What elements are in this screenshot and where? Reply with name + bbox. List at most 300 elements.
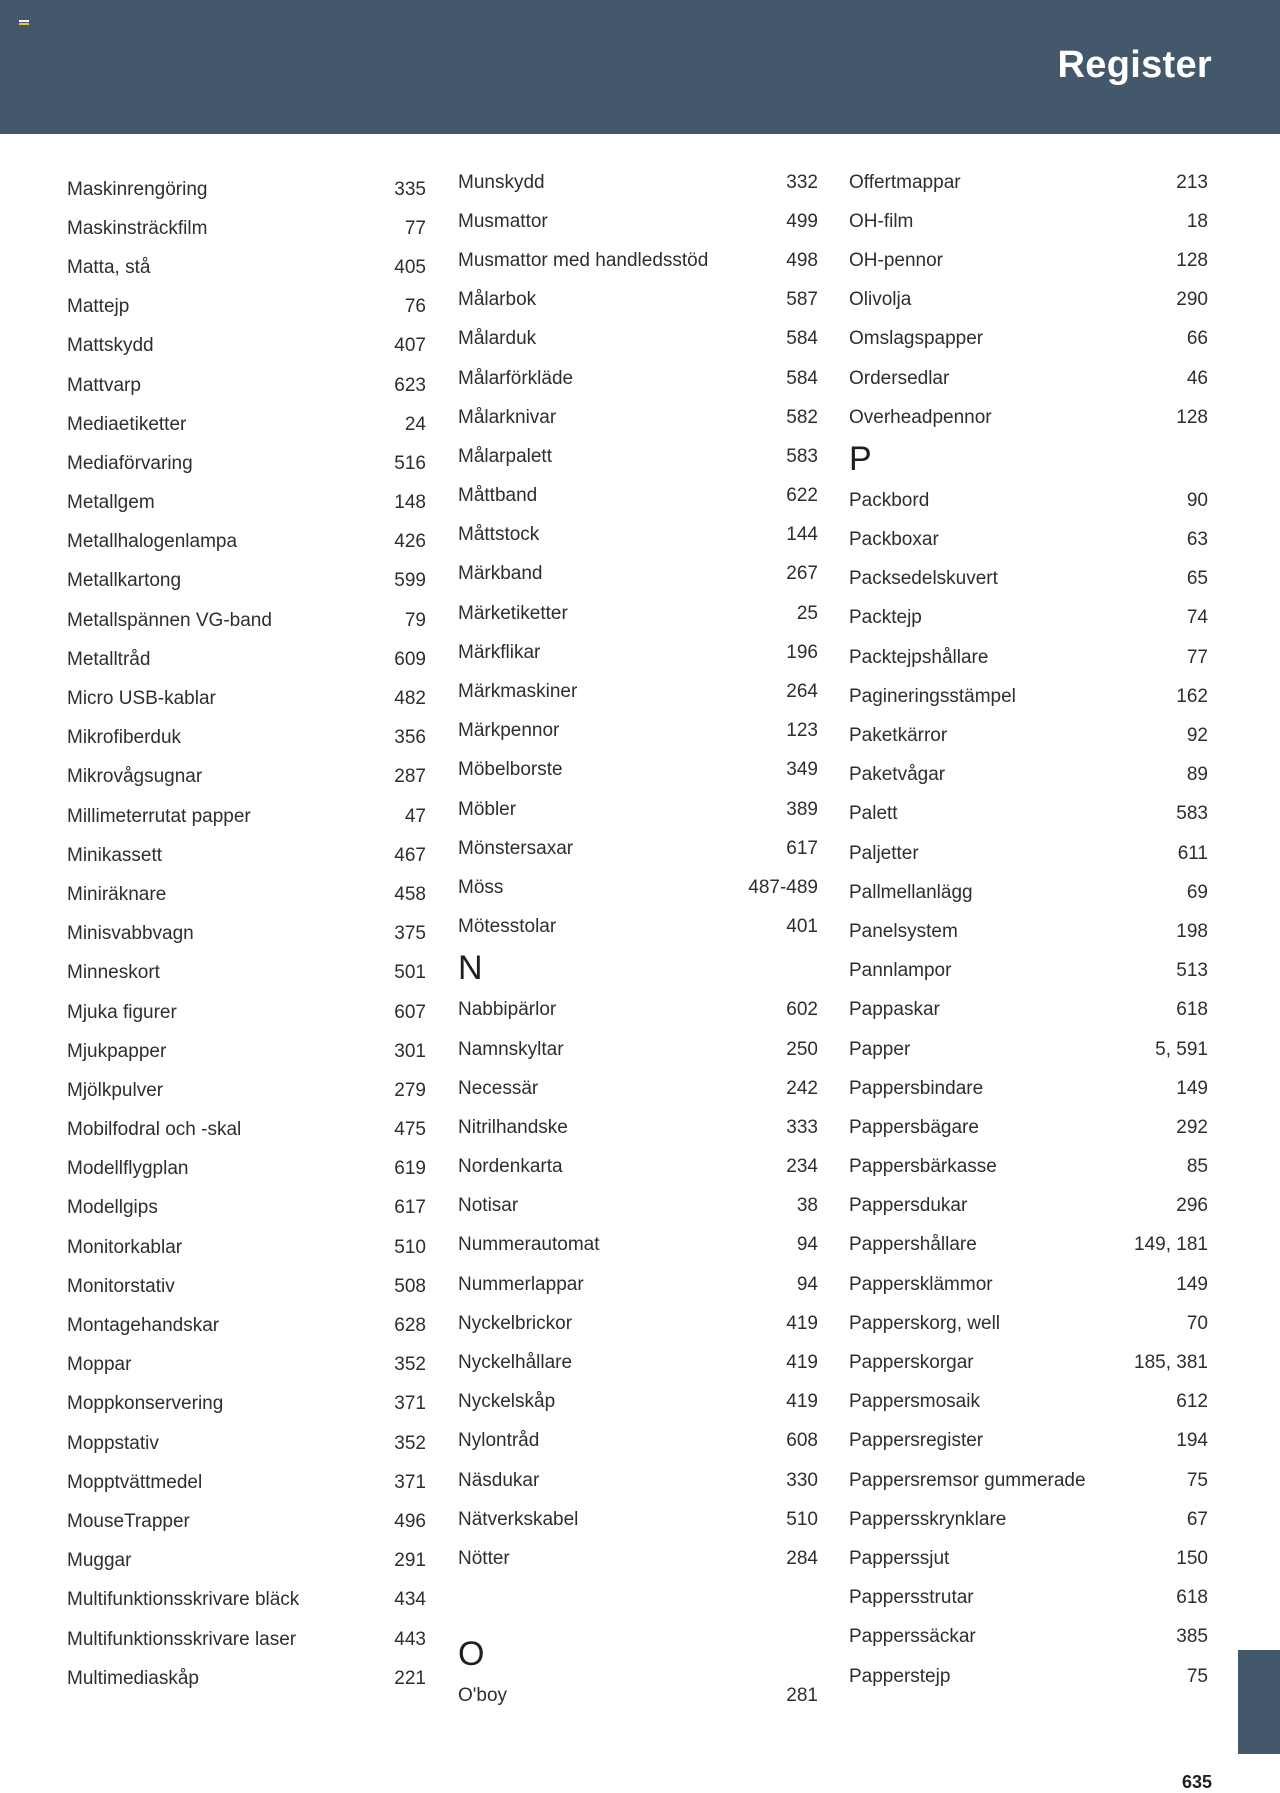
entry-page: 94 (796, 1234, 818, 1256)
index-entry (67, 993, 426, 1032)
entry-page: 185, 381 (1134, 1352, 1208, 1374)
entry-name: Maskinsträckfilm (67, 217, 208, 239)
index-entry (849, 1148, 1208, 1187)
entry-name: Mattskydd (67, 335, 154, 357)
index-entry (849, 320, 1208, 359)
entry-name: Måttband (458, 485, 538, 507)
index-entry (849, 1030, 1208, 1069)
entry-page: 583 (1176, 803, 1208, 825)
entry-name: Mattejp (67, 296, 130, 318)
entry-name: Matta, stå (67, 256, 151, 278)
entry-page: 371 (394, 1393, 426, 1415)
entry-page: 77 (1186, 646, 1208, 668)
entry-page: 602 (786, 999, 818, 1021)
index-entry (67, 1620, 426, 1659)
entry-page: 66 (1186, 328, 1208, 350)
entry-name: Monitorkablar (67, 1236, 183, 1258)
entry-name: Mötesstolar (458, 916, 557, 938)
index-entry (849, 1383, 1208, 1422)
index-entry (458, 751, 818, 790)
entry-page: 587 (786, 289, 818, 311)
entry-name: Nyckelhållare (458, 1352, 573, 1374)
section-spacer (458, 1579, 818, 1633)
entry-name: Målarpalett (458, 445, 552, 467)
entry-name: Pappersbägare (849, 1116, 979, 1138)
entry-name: Papperskorgar (849, 1352, 974, 1374)
index-entry (458, 241, 818, 280)
entry-page: 149, 181 (1134, 1234, 1208, 1256)
index-entry (849, 521, 1208, 560)
entry-page: 335 (394, 178, 426, 200)
entry-page: 401 (786, 916, 818, 938)
index-entry (849, 1343, 1208, 1382)
entry-name: Offertmappar (849, 171, 961, 193)
entry-name: Pappersklämmor (849, 1273, 993, 1295)
index-entry (849, 1422, 1208, 1461)
entry-page: 221 (394, 1667, 426, 1689)
index-entry (849, 163, 1208, 202)
index-entry (458, 1148, 818, 1187)
index-entry (849, 1304, 1208, 1343)
entry-page: 426 (394, 531, 426, 553)
index-entry (849, 1187, 1208, 1226)
index-entry (67, 1346, 426, 1385)
entry-name: Nummerlappar (458, 1273, 584, 1295)
entry-page: 92 (1186, 725, 1208, 747)
entry-name: Måttstock (458, 524, 540, 546)
entry-page: 94 (796, 1273, 818, 1295)
index-entry (67, 405, 426, 444)
entry-page: 38 (796, 1195, 818, 1217)
entry-page: 582 (786, 406, 818, 428)
entry-name: Mediaförvaring (67, 452, 193, 474)
page-title: Register (1057, 44, 1212, 86)
entry-page: 194 (1176, 1430, 1208, 1452)
entry-page: 385 (1176, 1626, 1208, 1648)
entry-page: 24 (404, 413, 426, 435)
entry-page: 292 (1176, 1116, 1208, 1138)
entry-page: 332 (786, 171, 818, 193)
entry-name: Micro USB-kablar (67, 688, 216, 710)
entry-page: 617 (786, 837, 818, 859)
index-entry (458, 633, 818, 672)
entry-page: 234 (786, 1156, 818, 1178)
entry-page: 375 (394, 923, 426, 945)
index-entry (67, 1189, 426, 1228)
entry-name: Metallspännen VG-band (67, 609, 272, 631)
entry-page: 622 (786, 485, 818, 507)
entry-name: Nyckelskåp (458, 1391, 556, 1413)
entry-page: 70 (1186, 1312, 1208, 1334)
index-entry (458, 1108, 818, 1147)
index-entry (67, 1581, 426, 1620)
entry-page: 196 (786, 641, 818, 663)
entry-page: 487-489 (748, 876, 818, 898)
index-entry (458, 790, 818, 829)
entry-name: Pappaskar (849, 999, 940, 1021)
index-entry (458, 1030, 818, 1069)
entry-name: Pappershållare (849, 1234, 977, 1256)
entry-page: 149 (1176, 1273, 1208, 1295)
entry-name: MouseTrapper (67, 1510, 190, 1532)
entry-name: Målarknivar (458, 406, 557, 428)
entry-page: 85 (1186, 1156, 1208, 1178)
entry-page: 389 (786, 798, 818, 820)
index-entry (458, 868, 818, 907)
entry-page: 75 (1186, 1469, 1208, 1491)
index-entry (849, 599, 1208, 638)
entry-page: 287 (394, 766, 426, 788)
index-entry (67, 1463, 426, 1502)
entry-name: Nordenkarta (458, 1156, 563, 1178)
entry-name: Minneskort (67, 962, 160, 984)
entry-name: Moppar (67, 1354, 132, 1376)
index-entry (458, 1539, 818, 1578)
index-entry (458, 163, 818, 202)
entry-page: 267 (786, 563, 818, 585)
entry-name: Multifunktionsskrivare laser (67, 1628, 297, 1650)
entry-name: Packtejpshållare (849, 646, 989, 668)
entry-name: Overheadpennor (849, 406, 992, 428)
entry-page: 510 (786, 1508, 818, 1530)
entry-name: Nitrilhandske (458, 1116, 568, 1138)
index-entry (458, 1069, 818, 1108)
entry-name: Papperssäckar (849, 1626, 976, 1648)
entry-name: Pagineringsstämpel (849, 685, 1016, 707)
index-column-3 (849, 163, 1208, 1696)
index-entry (67, 170, 426, 209)
entry-name: Pappersdukar (849, 1195, 968, 1217)
entry-page: 65 (1186, 568, 1208, 590)
entry-page: 458 (394, 883, 426, 905)
index-entry (67, 1542, 426, 1581)
entry-page: 498 (786, 249, 818, 271)
index-entry (458, 281, 818, 320)
entry-name: Pappersbärkasse (849, 1156, 997, 1178)
entry-page: 513 (1176, 960, 1208, 982)
entry-name: Palett (849, 803, 898, 825)
entry-name: Modellflygplan (67, 1158, 189, 1180)
entry-page: 349 (786, 759, 818, 781)
index-entry (67, 836, 426, 875)
index-entry (458, 1461, 818, 1500)
entry-page: 501 (394, 962, 426, 984)
index-entry (458, 1383, 818, 1422)
index-entry (849, 281, 1208, 320)
entry-name: Nummerautomat (458, 1234, 600, 1256)
entry-name: Mjölkpulver (67, 1079, 164, 1101)
entry-name: Moppkonservering (67, 1393, 224, 1415)
entry-name: Pappersremsor gummerade (849, 1469, 1086, 1491)
entry-page: 242 (786, 1077, 818, 1099)
entry-page: 352 (394, 1354, 426, 1376)
entry-page: 467 (394, 844, 426, 866)
index-entry (67, 209, 426, 248)
entry-name: Namnskyltar (458, 1038, 564, 1060)
entry-page: 499 (786, 210, 818, 232)
section-letter: O (458, 1635, 485, 1674)
index-entry (849, 560, 1208, 599)
entry-page: 618 (1176, 1587, 1208, 1609)
entry-page: 623 (394, 374, 426, 396)
index-entry (458, 555, 818, 594)
entry-name: Pappersstrutar (849, 1587, 974, 1609)
index-entry (849, 1108, 1208, 1147)
entry-page: 250 (786, 1038, 818, 1060)
entry-page: 79 (404, 609, 426, 631)
entry-name: Minisvabbvagn (67, 923, 194, 945)
index-entry (849, 1618, 1208, 1657)
entry-page: 583 (786, 445, 818, 467)
entry-name: OH-film (849, 210, 914, 232)
entry-page: 599 (394, 570, 426, 592)
entry-name: O'boy (458, 1685, 508, 1707)
entry-page: 609 (394, 648, 426, 670)
entry-name: Metallkartong (67, 570, 182, 592)
entry-name: Papperstejp (849, 1665, 951, 1687)
index-entry (849, 1539, 1208, 1578)
index-entry (849, 912, 1208, 951)
index-entry (67, 640, 426, 679)
index-entry (458, 1187, 818, 1226)
index-entry (849, 481, 1208, 520)
index-entry (458, 829, 818, 868)
index-entry (67, 875, 426, 914)
entry-name: Mattvarp (67, 374, 141, 396)
index-entry (67, 327, 426, 366)
entry-page: 279 (394, 1079, 426, 1101)
index-entry (67, 1424, 426, 1463)
entry-name: Metallhalogenlampa (67, 531, 238, 553)
entry-page: 443 (394, 1628, 426, 1650)
entry-name: Paljetter (849, 842, 919, 864)
index-entry (67, 1228, 426, 1267)
index-column-1 (67, 170, 426, 1698)
entry-page: 69 (1186, 881, 1208, 903)
entry-name: Packsedelskuvert (849, 568, 998, 590)
entry-name: Målarbok (458, 289, 537, 311)
entry-page: 584 (786, 328, 818, 350)
entry-name: Metallgem (67, 492, 155, 514)
entry-page: 290 (1176, 289, 1208, 311)
entry-name: Märkpennor (458, 720, 560, 742)
entry-name: Möbler (458, 798, 517, 820)
entry-name: Pappersmosaik (849, 1391, 980, 1413)
entry-name: Pallmellanlägg (849, 881, 973, 903)
entry-page: 76 (404, 296, 426, 318)
index-entry (849, 756, 1208, 795)
index-column-2 (458, 163, 818, 1716)
index-entry (458, 477, 818, 516)
index-entry (458, 908, 818, 947)
entry-page: 508 (394, 1275, 426, 1297)
entry-page: 618 (1176, 999, 1208, 1021)
index-entry (849, 1461, 1208, 1500)
entry-name: Necessär (458, 1077, 539, 1099)
entry-name: Miniräknare (67, 883, 167, 905)
entry-name: Målarduk (458, 328, 537, 350)
entry-page: 619 (394, 1158, 426, 1180)
index-entry (67, 562, 426, 601)
index-entry (849, 398, 1208, 437)
index-entry (67, 444, 426, 483)
entry-page: 608 (786, 1430, 818, 1452)
index-entry (458, 1304, 818, 1343)
entry-name: Nyckelbrickor (458, 1312, 573, 1334)
index-entry (67, 1111, 426, 1150)
entry-page: 47 (404, 805, 426, 827)
entry-page: 46 (1186, 367, 1208, 389)
entry-page: 18 (1186, 210, 1208, 232)
index-entry (849, 1265, 1208, 1304)
entry-page: 611 (1177, 842, 1208, 864)
entry-page: 352 (394, 1432, 426, 1454)
index-entry (458, 1265, 818, 1304)
entry-name: Munskydd (458, 171, 545, 193)
entry-page: 89 (1186, 764, 1208, 786)
entry-name: Musmattor med handledsstöd (458, 249, 709, 271)
index-entry (849, 241, 1208, 280)
entry-name: Metalltråd (67, 648, 151, 670)
entry-name: Målarförkläde (458, 367, 574, 389)
entry-name: Papper (849, 1038, 911, 1060)
entry-name: Mjuka figurer (67, 1001, 177, 1023)
index-entry (458, 437, 818, 476)
index-entry (458, 359, 818, 398)
entry-page: 296 (1176, 1195, 1208, 1217)
entry-name: Märkband (458, 563, 543, 585)
index-entry (458, 991, 818, 1030)
entry-page: 128 (1176, 249, 1208, 271)
index-entry (849, 1069, 1208, 1108)
index-entry (849, 716, 1208, 755)
index-entry (849, 202, 1208, 241)
entry-page: 607 (394, 1001, 426, 1023)
entry-page: 264 (786, 681, 818, 703)
entry-name: Minikassett (67, 844, 163, 866)
entry-name: Pannlampor (849, 960, 952, 982)
entry-name: Nabbipärlor (458, 999, 557, 1021)
entry-page: 407 (394, 335, 426, 357)
index-entry (849, 873, 1208, 912)
entry-page: 149 (1176, 1077, 1208, 1099)
entry-page: 510 (394, 1236, 426, 1258)
section-letter: N (458, 949, 483, 988)
entry-page: 67 (1186, 1508, 1208, 1530)
entry-page: 5, 591 (1155, 1038, 1208, 1060)
entry-name: Pappersregister (849, 1430, 984, 1452)
entry-name: Märkmaskiner (458, 681, 578, 703)
entry-name: Mobilfodral och -skal (67, 1119, 242, 1141)
index-entry (849, 638, 1208, 677)
entry-page: 419 (786, 1352, 818, 1374)
entry-name: Nötter (458, 1547, 510, 1569)
index-entry (458, 712, 818, 751)
index-entry (67, 954, 426, 993)
entry-page: 496 (394, 1510, 426, 1532)
index-entry (458, 202, 818, 241)
entry-name: OH-pennor (849, 249, 943, 271)
entry-name: Olivolja (849, 289, 912, 311)
entry-page: 25 (796, 602, 818, 624)
entry-page: 301 (394, 1040, 426, 1062)
index-entry (458, 1343, 818, 1382)
entry-name: Mönstersaxar (458, 837, 574, 859)
entry-page: 330 (786, 1469, 818, 1491)
index-entry (849, 952, 1208, 991)
entry-page: 617 (394, 1197, 426, 1219)
index-entry (849, 1500, 1208, 1539)
entry-page: 482 (394, 688, 426, 710)
entry-name: Packboxar (849, 529, 939, 551)
entry-name: Omslagspapper (849, 328, 984, 350)
entry-name: Märketiketter (458, 602, 568, 624)
page-number: 635 (1181, 1772, 1212, 1792)
index-entry (458, 516, 818, 555)
index-entry (458, 1226, 818, 1265)
entry-name: Mediaetiketter (67, 413, 187, 435)
entry-name: Moppstativ (67, 1432, 159, 1454)
index-entry (67, 1150, 426, 1189)
entry-page: 128 (1176, 406, 1208, 428)
index-entry (458, 594, 818, 633)
index-entry (67, 484, 426, 523)
index-entry (67, 288, 426, 327)
index-entry (849, 1579, 1208, 1618)
index-entry (67, 797, 426, 836)
entry-page: 516 (394, 452, 426, 474)
entry-page: 628 (394, 1315, 426, 1337)
entry-name: Märkflikar (458, 641, 541, 663)
entry-page: 281 (786, 1685, 818, 1707)
entry-page: 419 (786, 1312, 818, 1334)
entry-page: 198 (1176, 920, 1208, 942)
index-entry (67, 1306, 426, 1345)
entry-page: 419 (786, 1391, 818, 1413)
entry-page: 148 (394, 492, 426, 514)
entry-name: Mopptvättmedel (67, 1471, 203, 1493)
entry-page: 77 (404, 217, 426, 239)
entry-page: 612 (1176, 1391, 1208, 1413)
entry-name: Montagehandskar (67, 1315, 220, 1337)
entry-name: Mikrofiberduk (67, 727, 182, 749)
index-entry (458, 1500, 818, 1539)
index-entry (67, 601, 426, 640)
index-entry (67, 679, 426, 718)
swedish-flag-icon (19, 20, 29, 27)
index-entry (67, 1267, 426, 1306)
index-entry (849, 359, 1208, 398)
entry-page: 284 (786, 1547, 818, 1569)
page-header (0, 0, 1280, 134)
index-entry (849, 834, 1208, 873)
entry-name: Muggar (67, 1550, 132, 1572)
index-entry (458, 1422, 818, 1461)
entry-page: 356 (394, 727, 426, 749)
index-entry (67, 248, 426, 287)
index-entry (67, 1502, 426, 1541)
entry-page: 213 (1176, 171, 1208, 193)
index-entry (67, 523, 426, 562)
entry-page: 75 (1186, 1665, 1208, 1687)
entry-name: Multimediaskåp (67, 1667, 199, 1689)
entry-name: Mjukpapper (67, 1040, 167, 1062)
entry-name: Packtejp (849, 607, 922, 629)
entry-name: Nylontråd (458, 1430, 540, 1452)
entry-name: Möbelborste (458, 759, 563, 781)
index-entry (849, 1226, 1208, 1265)
index-entry (67, 1659, 426, 1698)
